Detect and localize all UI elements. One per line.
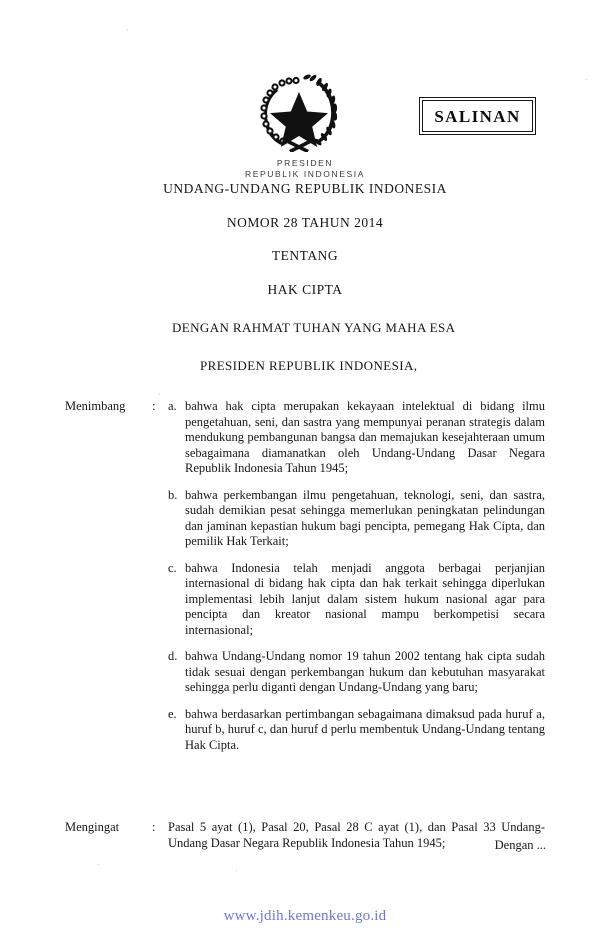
scan-speck bbox=[98, 864, 99, 865]
about-keyword: TENTANG bbox=[271, 248, 339, 263]
mengingat-colon: : bbox=[152, 820, 156, 834]
menimbang-items bbox=[168, 399, 545, 753]
institution-line-republik-indonesia: REPUBLIK INDONESIA bbox=[245, 169, 365, 179]
list-item-marker: d. bbox=[168, 649, 178, 663]
menimbang-row bbox=[65, 399, 545, 753]
list-item-marker: a. bbox=[168, 399, 177, 413]
document-subject: HAK CIPTA bbox=[267, 281, 343, 297]
list-item-text: bahwa hak cipta merupakan kekayaan intelektual di bidang ilmu pengetahuan, seni, dan sastra yang mempunyai peranan strategis dalam mendukung pembangunan bangsa dan memajukan kesejahteraan umum sebagaimana diamanatkan oleh Undang-Undang Dasar Negara Republik Indonesia Tahun 1945; bbox=[185, 399, 545, 475]
list-item-text: bahwa Indonesia telah menjadi anggota berbagai perjanjian internasional di bidang hak cipta dan hak terkait sehingga diperlukan implementasi lebih lanjut dalam sistem hukum nasional agar para pencipta dan kreator nasional mampu berkompetisi secara internasional; bbox=[185, 560, 545, 637]
issuing-authority: PRESIDEN REPUBLIK INDONESIA, bbox=[200, 358, 418, 373]
salinan-stamp bbox=[419, 97, 536, 135]
list-item-text: bahwa perkembangan ilmu pengetahuan, teknologi, seni, dan sastra, sudah demikian pesat sehingga memerlukan peningkatan pelindungan dan jaminan kepastian hukum bagi pencipta, pemegang Hak Cipta, dan pemilik Hak Terkait; bbox=[185, 487, 545, 548]
menimbang-colon: : bbox=[152, 399, 156, 413]
list-item bbox=[168, 399, 545, 477]
page-title: UNDANG-UNDANG REPUBLIK INDONESIA bbox=[163, 181, 447, 196]
institution-line-presiden: PRESIDEN bbox=[276, 158, 334, 168]
page-catchword: Dengan ... bbox=[494, 838, 546, 852]
document-number: NOMOR 28 TAHUN 2014 bbox=[226, 214, 384, 230]
scan-speck bbox=[127, 29, 128, 30]
list-item-text: bahwa Undang-Undang nomor 19 tahun 2002 tentang hak cipta sudah tidak sesuai dengan perkembangan hukum dan kebutuhan masyarakat sehingga perlu diganti dengan Undang-Undang yang baru; bbox=[185, 649, 545, 694]
mengingat-label: Mengingat bbox=[65, 820, 120, 834]
mengingat-text: Pasal 5 ayat (1), Pasal 20, Pasal 28 C ayat (1), dan Pasal 33 Undang-Undang Dasar Negara Republik Indonesia Tahun 1945; bbox=[168, 820, 545, 850]
list-item bbox=[168, 649, 545, 696]
salinan-stamp-inner-border bbox=[422, 100, 533, 132]
salinan-stamp-label: SALINAN bbox=[434, 106, 521, 126]
list-item bbox=[168, 488, 545, 550]
menimbang-label: Menimbang bbox=[65, 399, 126, 413]
indonesian-presidential-emblem-icon bbox=[256, 72, 342, 152]
title-block bbox=[0, 182, 610, 296]
institution-header bbox=[0, 158, 610, 180]
list-item bbox=[168, 707, 545, 754]
scan-speck bbox=[586, 79, 587, 80]
list-item-text: bahwa berdasarkan pertimbangan sebagaimana dimaksud pada huruf a, huruf b, huruf c, dan huruf d perlu membentuk Undang-Undang tentang Hak Cipta. bbox=[185, 706, 545, 752]
menimbang-clause bbox=[65, 399, 545, 753]
list-item-marker: e. bbox=[168, 706, 177, 721]
list-item-marker: b. bbox=[168, 487, 178, 502]
scan-speck bbox=[159, 394, 160, 395]
footer-source-url[interactable]: www.jdih.kemenkeu.go.id bbox=[223, 908, 387, 924]
scan-speck bbox=[236, 870, 237, 871]
list-item bbox=[168, 561, 545, 639]
invocation-line: DENGAN RAHMAT TUHAN YANG MAHA ESA bbox=[172, 320, 456, 335]
list-item-marker: c. bbox=[168, 560, 177, 575]
